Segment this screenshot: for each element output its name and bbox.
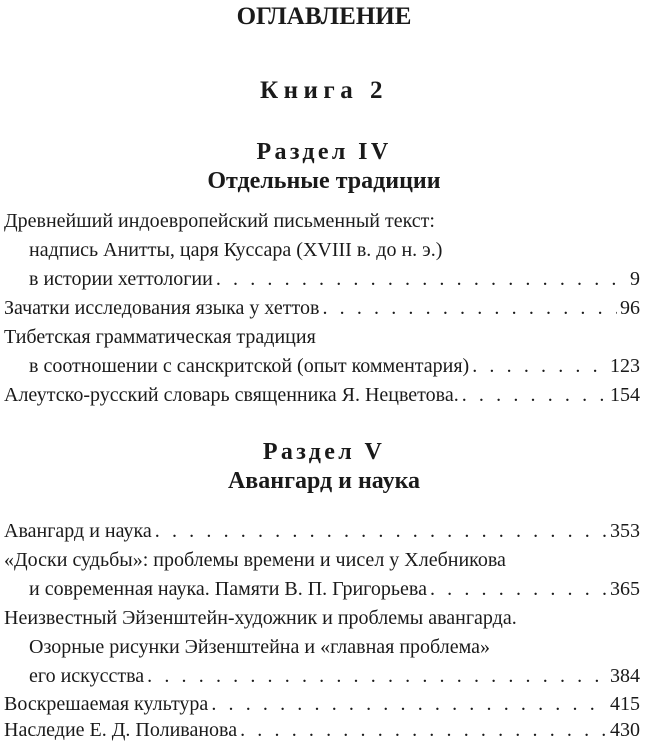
toc-entry-line <box>29 265 640 293</box>
toc-entry-text: и современная наука. Памяти В. П. Григорьева <box>29 578 427 600</box>
toc-entry-line <box>4 207 640 235</box>
dot-leader <box>462 381 607 409</box>
toc-entry-line <box>29 352 640 380</box>
toc-entry-text: Тибетская грамматическая традиция <box>4 326 316 348</box>
dot-leader <box>216 265 627 293</box>
toc-entry-text: Воскрешаемая культура <box>4 693 209 715</box>
toc-entry-line <box>4 294 640 322</box>
page-number: 384 <box>610 665 640 687</box>
toc-entry-text: его искусства <box>29 665 145 687</box>
section-label: Раздел V <box>262 439 386 465</box>
page-number: 415 <box>610 693 640 715</box>
toc-entry-text: надпись Анитты, царя Куссара (XVIII в. до н. э.) <box>29 239 443 261</box>
toc-entry-text: Алеутско-русский словарь священника Я. Нецветова. <box>4 384 459 406</box>
page-number: 353 <box>610 520 640 542</box>
toc-entry-text: Озорные рисунки Эйзенштейна и «главная проблема» <box>29 636 490 658</box>
toc-entry-line <box>4 604 640 632</box>
page-number: 430 <box>610 719 640 741</box>
book-heading: Книга 2 <box>259 77 389 104</box>
dot-leader <box>240 716 607 744</box>
toc-entry-text: Наследие Е. Д. Поливанова <box>4 719 238 741</box>
page-number: 123 <box>610 355 640 377</box>
toc-entry-text: Авангард и наука <box>4 520 152 542</box>
page-number: 96 <box>620 297 640 319</box>
toc-entry-text: в истории хеттологии <box>29 268 213 290</box>
toc-entry-line <box>4 690 640 718</box>
section-name: Авангард и наука <box>227 468 421 494</box>
page-number: 9 <box>630 268 640 290</box>
dot-leader <box>155 517 607 545</box>
toc-entry-line <box>29 662 640 690</box>
dot-leader <box>322 294 617 322</box>
toc-entry-line <box>4 517 640 545</box>
toc-entry-text: в соотношении с санскритской (опыт комментария) <box>29 355 470 377</box>
toc-entry-text: Зачатки исследования языка у хеттов <box>4 297 320 319</box>
dot-leader <box>147 662 607 690</box>
toc-entry-line <box>29 633 640 661</box>
toc-entry-line <box>4 323 640 351</box>
dot-leader <box>430 575 607 603</box>
page-number: 154 <box>610 384 640 406</box>
toc-entry-line <box>4 381 640 409</box>
toc-entry-line <box>29 236 640 264</box>
section-label: Раздел IV <box>256 139 392 165</box>
page-number: 365 <box>610 578 640 600</box>
toc-entry-text: «Доски судьбы»: проблемы времени и чисел у Хлебникова <box>4 549 506 571</box>
toc-entry-line <box>29 575 640 603</box>
toc-entry-line <box>4 546 640 574</box>
page-title: ОГЛАВЛЕНИЕ <box>236 3 412 30</box>
toc-entry-line <box>4 716 640 744</box>
toc-entry-text: Древнейший индоевропейский письменный текст: <box>4 210 435 232</box>
section-name: Отдельные традиции <box>207 168 441 194</box>
dot-leader <box>472 352 607 380</box>
toc-entry-text: Неизвестный Эйзенштейн-художник и проблемы авангарда. <box>4 607 517 629</box>
dot-leader <box>211 690 607 718</box>
